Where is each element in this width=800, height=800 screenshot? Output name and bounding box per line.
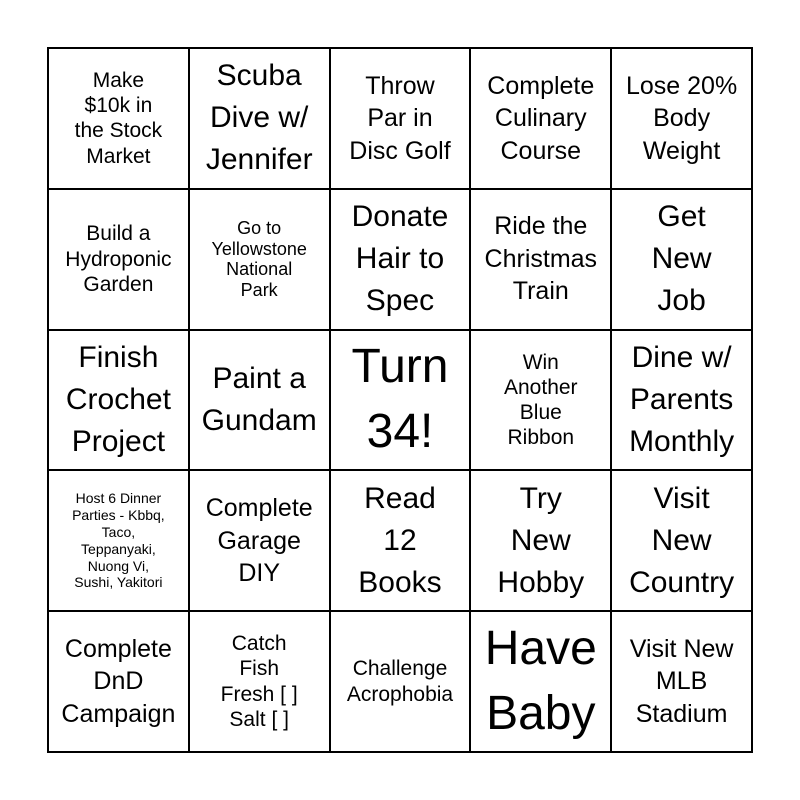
bingo-cell[interactable]: Have Baby xyxy=(470,611,611,752)
bingo-cell[interactable]: Complete Culinary Course xyxy=(470,48,611,189)
bingo-cell[interactable]: Donate Hair to Spec xyxy=(330,189,471,330)
bingo-cell[interactable]: Build a Hydroponic Garden xyxy=(48,189,189,330)
bingo-cell[interactable]: Make $10k in the Stock Market xyxy=(48,48,189,189)
bingo-cell[interactable]: Host 6 Dinner Parties - Kbbq, Taco, Teppanyaki, Nuong Vi, Sushi, Yakitori xyxy=(48,470,189,611)
bingo-cell[interactable]: Get New Job xyxy=(611,189,752,330)
bingo-cell[interactable]: Challenge Acrophobia xyxy=(330,611,471,752)
bingo-cell[interactable]: Visit New MLB Stadium xyxy=(611,611,752,752)
bingo-cell[interactable]: Turn 34! xyxy=(330,330,471,471)
bingo-cell[interactable]: Try New Hobby xyxy=(470,470,611,611)
bingo-cell[interactable]: Throw Par in Disc Golf xyxy=(330,48,471,189)
bingo-board xyxy=(47,47,753,753)
bingo-cell[interactable]: Ride the Christmas Train xyxy=(470,189,611,330)
bingo-cell[interactable]: Visit New Country xyxy=(611,470,752,611)
bingo-cell[interactable]: Catch Fish Fresh [ ] Salt [ ] xyxy=(189,611,330,752)
bingo-cell[interactable]: Complete DnD Campaign xyxy=(48,611,189,752)
bingo-cell[interactable]: Paint a Gundam xyxy=(189,330,330,471)
bingo-cell[interactable]: Finish Crochet Project xyxy=(48,330,189,471)
bingo-cell[interactable]: Read 12 Books xyxy=(330,470,471,611)
bingo-cell[interactable]: Scuba Dive w/ Jennifer xyxy=(189,48,330,189)
bingo-cell[interactable]: Dine w/ Parents Monthly xyxy=(611,330,752,471)
bingo-cell[interactable]: Win Another Blue Ribbon xyxy=(470,330,611,471)
bingo-cell[interactable]: Lose 20% Body Weight xyxy=(611,48,752,189)
bingo-cell[interactable]: Go to Yellowstone National Park xyxy=(189,189,330,330)
bingo-cell[interactable]: Complete Garage DIY xyxy=(189,470,330,611)
